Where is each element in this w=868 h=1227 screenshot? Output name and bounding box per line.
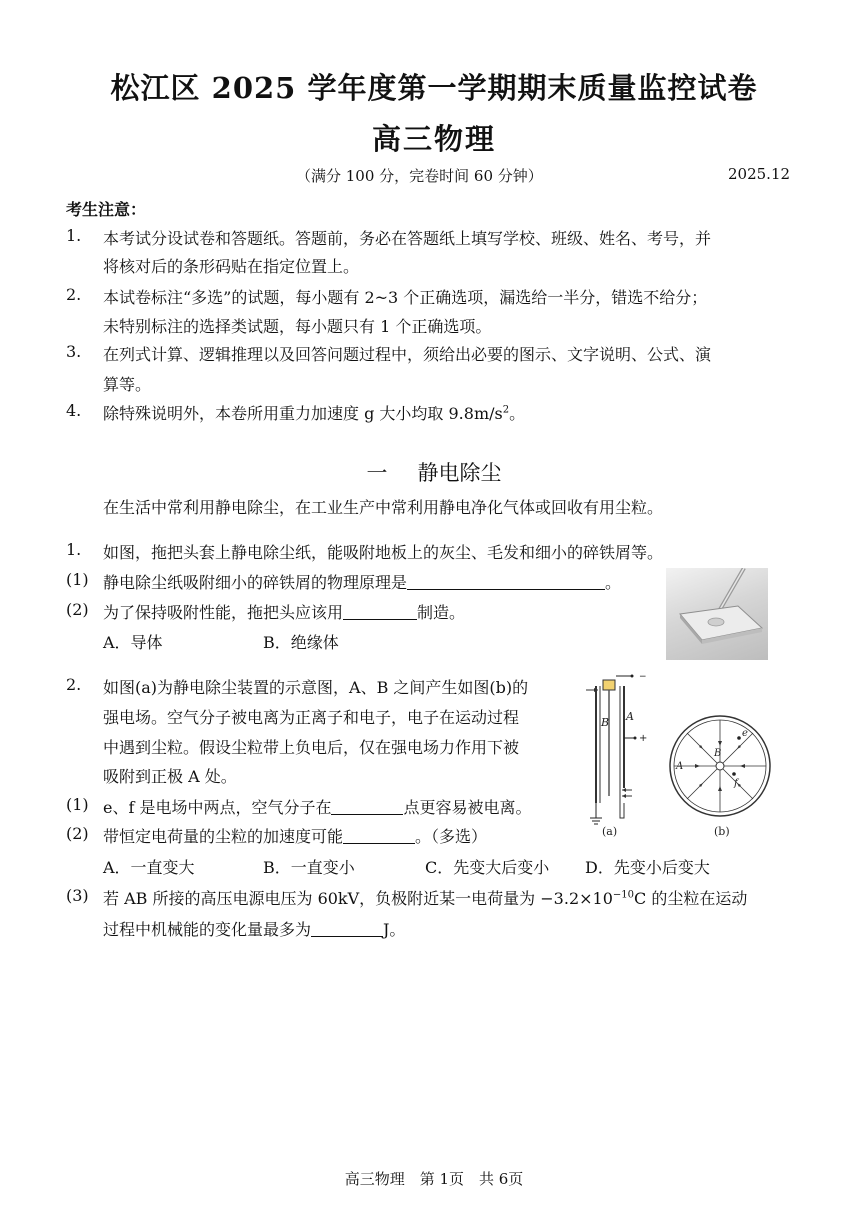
point-f-label: f: [734, 778, 738, 789]
electrode-a-label-a: A: [626, 710, 634, 723]
minus-terminal-label: −: [639, 672, 647, 682]
question-number: 2.: [66, 675, 82, 694]
question-stem-line: 吸附到正极 A 处。: [103, 767, 237, 786]
question-stem-line: 强电场。空气分子被电离为正离子和电子，电子在运动过程: [103, 708, 520, 727]
electrode-b-label-a: B: [601, 716, 610, 729]
option-d[interactable]: D．先变小后变大: [585, 858, 710, 877]
notice-item-text: 未特别标注的选择类试题，每小题只有 1 个正确选项。: [103, 317, 492, 336]
notice-item-text: 在列式计算、逻辑推理以及回答问题过程中，须给出必要的图示、文字说明、公式、演: [103, 345, 712, 364]
figure-b-caption: (b): [714, 825, 730, 838]
answer-blank[interactable]: [331, 798, 403, 815]
electrode-a-label-b: A: [676, 761, 684, 772]
section-intro: 在生活中常利用静电除尘，在工业生产中常利用静电净化气体或回收有用尘粒。: [103, 498, 664, 517]
notice-item-text: 将核对后的条形码贴在指定位置上。: [103, 257, 360, 276]
electrode-b-label-b: B: [714, 748, 722, 759]
notice-item-number: 1.: [66, 226, 82, 245]
notice-item-text: 本考试分设试卷和答题纸。答题前，务必在答题纸上填写学校、班级、姓名、考号，并: [103, 229, 712, 248]
mop-illustration: [666, 568, 768, 660]
notice-heading: 考生注意：: [66, 200, 147, 219]
sub-question-number: (1): [66, 795, 89, 814]
plus-terminal-label: +: [639, 733, 648, 744]
section-title: 一 静电除尘: [366, 461, 502, 485]
question-stem-line: 如图(a)为静电除尘装置的示意图，A、B 之间产生如图(b)的: [103, 678, 529, 697]
question-number: 1.: [66, 540, 82, 559]
exam-info: （满分 100 分，完卷时间 60 分钟）: [296, 167, 543, 185]
mop-photo: [666, 568, 768, 660]
option-b[interactable]: B．一直变小: [263, 858, 355, 877]
sub-question-number: (2): [66, 824, 89, 843]
answer-blank[interactable]: [343, 603, 417, 620]
exam-subject: 高三物理: [371, 122, 496, 156]
question-stem: 如图，拖把头套上静电除尘纸，能吸附地板上的灰尘、毛发和细小的碎铁屑等。: [103, 543, 664, 562]
notice-item-number: 3.: [66, 342, 82, 361]
sub-question: 为了保持吸附性能，拖把头应该用 制造。: [103, 603, 466, 622]
figure-a: [586, 675, 637, 825]
point-e-label: e: [742, 728, 748, 739]
answer-blank[interactable]: [343, 827, 415, 844]
electrostatic-precipitator-figure: [584, 668, 774, 843]
sub-question-number: (2): [66, 600, 89, 619]
notice-item-number: 2.: [66, 285, 82, 304]
answer-blank[interactable]: [407, 573, 605, 590]
question-stem-line: 中遇到尘粒。假设尘粒带上负电后，仅在强电场力作用下被: [103, 738, 520, 757]
sub-question-number: (1): [66, 570, 89, 589]
page-footer: 高三物理 第 1页 共 6页: [344, 1170, 524, 1188]
sub-question: e、f 是电场中两点，空气分子在 点更容易被电离。: [103, 798, 532, 817]
notice-item-text: 除特殊说明外，本卷所用重力加速度 g 大小均取 $9.8m/s^2$。: [103, 404, 526, 423]
option-c[interactable]: C．先变大后变小: [425, 858, 550, 877]
sub-question: 带恒定电荷量的尘粒的加速度可能 。（多选）: [103, 827, 488, 846]
notice-item-text: 算等。: [103, 375, 152, 394]
notice-item-text: 本试卷标注“多选”的试题，每小题有 2~3 个正确选项，漏选给一半分，错选不给分；: [103, 288, 708, 307]
answer-blank[interactable]: [311, 920, 383, 937]
sub-question-line: 过程中机械能的变化量最多为 J。: [103, 920, 406, 939]
option-b[interactable]: B．绝缘体: [263, 633, 339, 652]
option-a[interactable]: A．一直变大: [103, 858, 195, 877]
figure-a-caption: (a): [602, 825, 618, 838]
notice-item-number: 4.: [66, 401, 82, 420]
sub-question: 若 AB 所接的高压电源电压为 60kV，负极附近某一电荷量为 $-3.2\times 10^{-10}C$ 的尘粒在运动: [103, 889, 748, 908]
exam-date: 2025.12: [728, 165, 791, 183]
sub-question: 静电除尘纸吸附细小的碎铁屑的物理原理是 。: [103, 573, 622, 592]
sub-question-number: (3): [66, 886, 89, 905]
option-a[interactable]: A．导体: [103, 633, 163, 652]
figure-b: [670, 716, 770, 816]
exam-title: 松江区 2025 学年度第一学期期末质量监控试卷: [110, 71, 758, 105]
